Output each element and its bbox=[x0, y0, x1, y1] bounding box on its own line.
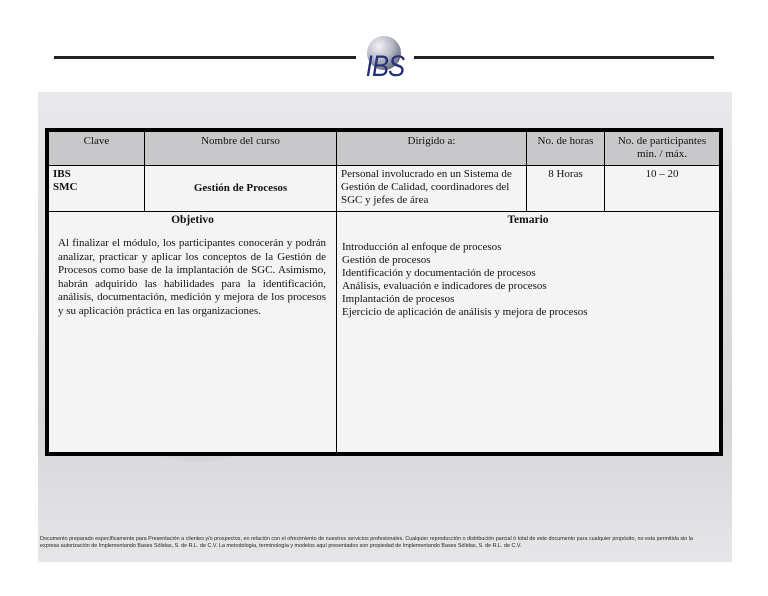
header-rule-right bbox=[414, 56, 714, 59]
header-participantes: No. de participantes min. / máx. bbox=[605, 132, 719, 166]
clave-line-2: SMC bbox=[53, 181, 78, 193]
temario-item: Ejercicio de aplicación de análisis y mejora de procesos bbox=[342, 306, 588, 318]
ibs-logo bbox=[357, 36, 413, 90]
header-nombre-curso: Nombre del curso bbox=[145, 132, 337, 166]
header-dirigido: Dirigido a: bbox=[337, 132, 527, 166]
footer-line-1: Documento preparado específicamente para Presentación a clientes y/o prospectos, en relación con el ofrecimiento de nuestros servicios profesionales. Cualquier reproducción o distribución parcial ó total de este documento para cualquier propósito, no esta permitida sin la bbox=[40, 536, 693, 542]
clave-cell bbox=[49, 166, 145, 212]
objetivo-section bbox=[49, 212, 337, 452]
header-rule-left bbox=[54, 56, 356, 59]
participantes-cell: 10 – 20 bbox=[605, 166, 719, 212]
header-clave: Clave bbox=[49, 132, 145, 166]
temario-item: Introducción al enfoque de procesos bbox=[342, 241, 502, 253]
footer-disclaimer bbox=[40, 536, 730, 550]
temario-list bbox=[342, 241, 719, 319]
objetivo-text: Al finalizar el módulo, los participantes conocerán y podrán analizar, practicar y aplicar los conceptos de la Gestión de Procesos como base de la implantación de SGC. Asimismo, habrán adquirido las habilidades para la identificación, análisis, documentación, medición y mejora de los procesos y su aplicación práctica en las organizaciones. bbox=[58, 237, 326, 317]
clave-line-1: IBS bbox=[53, 168, 71, 180]
temario-title: Temario bbox=[507, 214, 549, 226]
course-name-cell: Gestión de Procesos bbox=[145, 166, 337, 212]
logo-text: IBS bbox=[365, 50, 405, 83]
temario-item: Gestión de procesos bbox=[342, 254, 431, 266]
header-horas: No. de horas bbox=[527, 132, 605, 166]
footer-line-2: expresa autorización de Implementando Bases Sólidas, S. de R.L. de C.V. La metodología, terminología y modelos aquí presentados son propiedad de Implementando Bases Sólidas, S. de R.L. de C.V. bbox=[40, 543, 522, 549]
objetivo-title: Objetivo bbox=[171, 214, 214, 226]
temario-section bbox=[337, 212, 719, 452]
horas-cell: 8 Horas bbox=[527, 166, 605, 212]
dirigido-cell: Personal involucrado en un Sistema de Gestión de Calidad, coordinadores del SGC y jefes de área bbox=[337, 166, 527, 212]
course-table bbox=[45, 128, 723, 456]
temario-item: Identificación y documentación de procesos bbox=[342, 267, 536, 279]
temario-item: Implantación de procesos bbox=[342, 293, 455, 305]
temario-item: Análisis, evaluación e indicadores de procesos bbox=[342, 280, 547, 292]
